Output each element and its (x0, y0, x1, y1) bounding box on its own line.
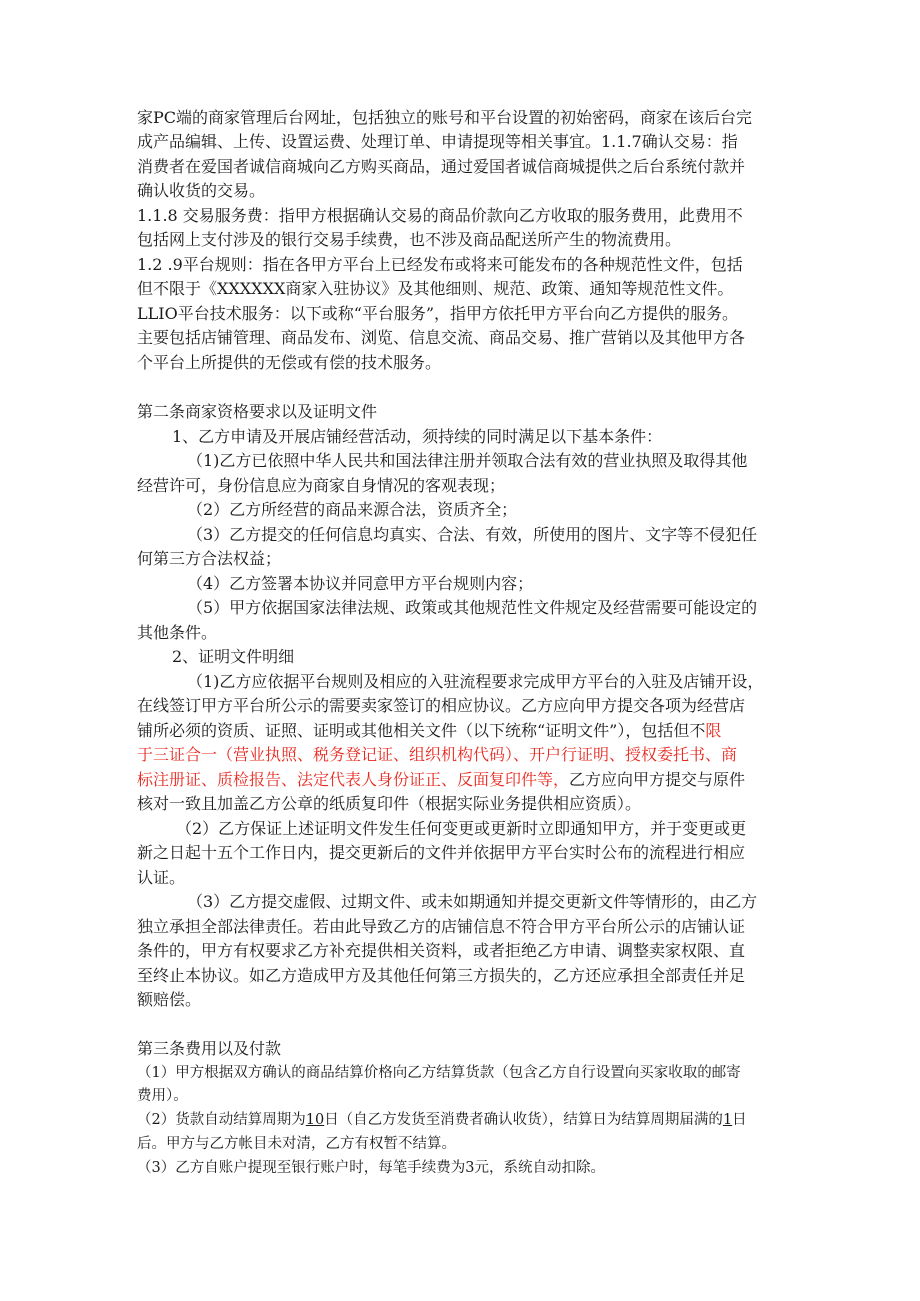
definition-line: 但不限于《XXXXXX商家入驻协议》及其他细则、规范、政策、通知等规范性文件。 (137, 279, 734, 298)
document-item: （2）乙方保证上述证明文件发生任何变更或更新时立即通知甲方，并于变更或更 (176, 819, 747, 838)
document-item: （1)乙方应依据平台规则及相应的入驻流程要求完成甲方平台的入驻及店铺开设， (187, 672, 764, 691)
document-item-cont: 独立承担全部法律责任。若由此导致乙方的店铺信息不符合甲方平台所公示的店铺认证 (137, 917, 746, 936)
plain-text: 乙方应向甲方提交与原件 (569, 770, 746, 789)
highlighted-text: 于三证合一（营业执照、税务登记证、组织机构代码）、开户行证明、授权委托书、商 (137, 745, 738, 764)
article-3-heading: 第三条费用以及付款 (137, 1039, 282, 1058)
definition-line: 主要包括店铺管理、商品发布、浏览、信息交流、商品交易、推广营销以及其他甲方各 (137, 328, 746, 347)
settlement-day-value: 1 (722, 1112, 733, 1128)
condition-item: （1)乙方已依照中华人民共和国法律注册并领取合法有效的营业执照及取得其他 (187, 451, 748, 470)
document-item-cont: 条件的，甲方有权要求乙方补充提供相关资料，或者拒绝乙方申请、调整卖家权限、直 (137, 941, 746, 960)
definition-line: 家PC端的商家管理后台网址，包括独立的账号和平台设置的初始密码，商家在该后台完 (137, 108, 753, 127)
definition-line: 确认收货的交易。 (137, 181, 266, 200)
condition-item: （3）乙方提交的任何信息均真实、合法、有效，所使用的图片、文字等不侵犯任 (187, 525, 758, 544)
document-item-cont: 新之日起十五个工作日内，提交更新后的文件并依据甲方平台实时公布的流程进行相应 (137, 843, 746, 862)
clause-2-intro: 2、证明文件明细 (172, 647, 295, 666)
payment-item-cont: 后。甲方与乙方帐目未对清，乙方有权暂不结算。 (137, 1136, 456, 1152)
payment-item: （1）甲方根据双方确认的商品结算价格向乙方结算货款（包含乙方自行设置向买家收取的邮寄 (137, 1065, 741, 1081)
definition-line: 1.1.8 交易服务费：指甲方根据确认交易的商品价款向乙方收取的服务费用，此费用不 (137, 206, 743, 225)
document-item-cont: 核对一致且加盖乙方公章的纸质复印件（根据实际业务提供相应资质）。 (137, 794, 642, 813)
definition-line: 个平台上所提供的无偿或有偿的技术服务。 (137, 353, 442, 372)
document-item: （3）乙方提交虚假、过期文件、或未如期通知并提交更新文件等情形的，由乙方 (187, 892, 758, 911)
payment-item-cont: 费用）。 (137, 1088, 188, 1104)
plain-text: 日 (732, 1112, 747, 1128)
condition-item: （4）乙方签署本协议并同意甲方平台规则内容； (187, 574, 534, 593)
definition-line: 成产品编辑、上传、设置运费、处理订单、申请提现等相关事宜。1.1.7确认交易：指 (137, 132, 738, 151)
definition-line: 1.2 .9平台规则：指在各甲方平台上已经发布或将来可能发布的各种规范性文件，包括 (137, 255, 743, 274)
payment-item (137, 1110, 747, 1130)
definition-line: 包括网上支付涉及的银行交易手续费，也不涉及商品配送所产生的物流费用。 (137, 230, 682, 249)
condition-item: （5）甲方依据国家法律法规、政策或其他规范性文件规定及经营需要可能设定的 (187, 598, 758, 617)
document-item-cont: 认证。 (137, 868, 186, 887)
definition-line: 消费者在爱国者诚信商城向乙方购买商品，通过爱国者诚信商城提供之后台系统付款并 (137, 157, 746, 176)
article-2-heading: 第二条商家资格要求以及证明文件 (137, 402, 378, 421)
document-item-cont (137, 721, 721, 741)
plain-text: 铺所必须的资质、证照、证明或其他相关文件（以下统称“证明文件”），包括但不 (137, 721, 706, 740)
condition-item-cont: 何第三方合法权益； (137, 549, 282, 568)
settlement-period-value: 10 (305, 1112, 325, 1128)
condition-item: （2）乙方所经营的商品来源合法，资质齐全； (187, 500, 518, 519)
definition-line: LLIO平台技术服务：以下或称“平台服务”，指甲方依托甲方平台向乙方提供的服务。 (137, 304, 739, 323)
plain-text: 日（自乙方发货至消费者确认收货），结算日为结算周期届满的 (324, 1112, 723, 1128)
document-item-cont: 至终止本协议。如乙方造成甲方及其他任何第三方损失的，乙方还应承担全部责任并足 (137, 966, 746, 985)
document-item-cont (137, 770, 745, 790)
highlighted-text: 限 (705, 721, 722, 740)
condition-item-cont: 经营许可，身份信息应为商家自身情况的客观表现； (137, 476, 506, 495)
condition-item-cont: 其他条件。 (137, 623, 218, 642)
highlighted-text: 标注册证、质检报告、法定代表人身份证正、反面复印件等， (137, 770, 570, 789)
plain-text: （2）货款自动结算周期为 (137, 1112, 306, 1128)
document-item-cont: 额赔偿。 (137, 990, 202, 1009)
clause-1-intro: 1、乙方申请及开展店铺经营活动，须持续的同时满足以下基本条件： (172, 427, 663, 446)
document-item-cont: 在线签订甲方平台所公示的需要卖家签订的相应协议。乙方应向甲方提交各项为经营店 (137, 696, 746, 715)
payment-item: （3）乙方自账户提现至银行账户时，每笔手续费为3元，系统自动扣除。 (137, 1160, 605, 1176)
